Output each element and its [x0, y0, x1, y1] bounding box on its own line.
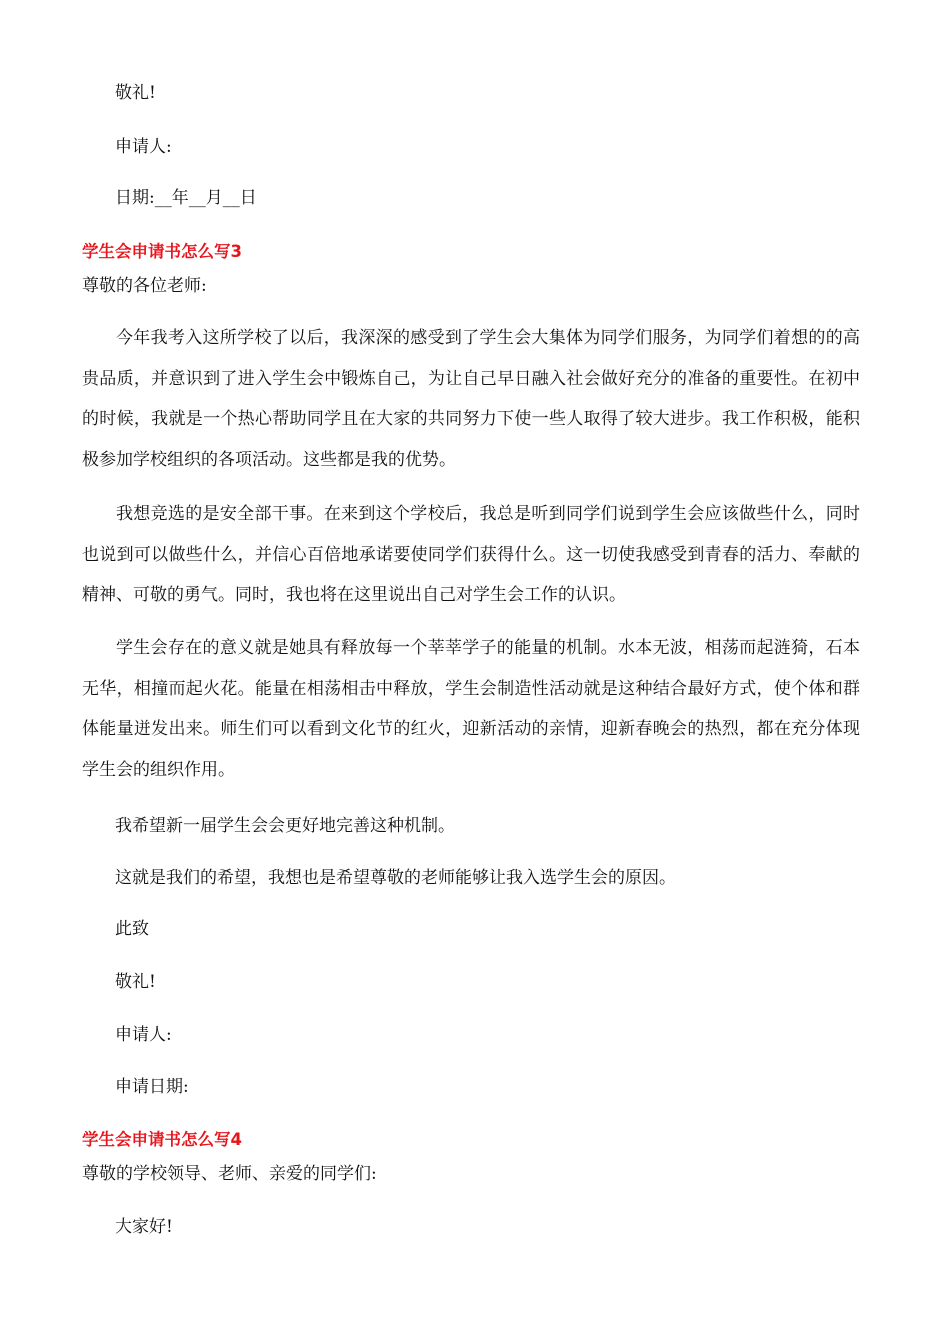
paragraph-3-2: 我想竞选的是安全部干事。在来到这个学校后，我总是听到同学们说到学生会应该做些什么，同时也说到可以做些什么，并信心百倍地承诺要使同学们获得什么。这一切使我感受到青春的活力、奉献的精神、可敬的勇气。同时，我也将在这里说出自己对学生会工作的认识。 [82, 504, 860, 605]
hello-4: 大家好! [115, 1217, 173, 1237]
closing-salute: 敬礼! [115, 83, 156, 103]
section-heading-3: 学生会申请书怎么写3 [82, 242, 242, 261]
closing-to: 此致 [115, 919, 149, 939]
closing-date: 日期:__年__月__日 [115, 188, 257, 208]
greeting-3: 尊敬的各位老师: [82, 276, 207, 296]
greeting-4: 尊敬的学校领导、老师、亲爱的同学们: [82, 1164, 377, 1184]
paragraph-3-1: 今年我考入这所学校了以后，我深深的感受到了学生会大集体为同学们服务，为同学们着想的的高贵品质，并意识到了进入学生会中锻炼自己，为让自己早日融入社会做好充分的准备的重要性。在初中的时候，我就是一个热心帮助同学且在大家的共同努力下使一些人取得了较大进步。我工作积极，能积极参加学校组织的各项活动。这些都是我的优势。 [82, 328, 860, 470]
line-hope: 我希望新一届学生会会更好地完善这种机制。 [115, 816, 455, 836]
paragraph-3-3: 学生会存在的意义就是她具有释放每一个莘莘学子的能量的机制。水本无波，相荡而起涟猗，石本无华，相撞而起火花。能量在相荡相击中释放，学生会制造性活动就是这种结合最好方式，使个体和群体能量迸发出来。师生们可以看到文化节的红火，迎新活动的亲情，迎新春晚会的热烈，都在充分体现学生会的组织作用。 [82, 638, 860, 780]
closing-salute-3: 敬礼! [115, 972, 156, 992]
line-reason: 这就是我们的希望，我想也是希望尊敬的老师能够让我入选学生会的原因。 [115, 868, 676, 888]
closing-apply-date-3: 申请日期: [115, 1077, 189, 1097]
closing-applicant: 申请人: [115, 137, 172, 157]
closing-applicant-3: 申请人: [115, 1025, 172, 1045]
section-heading-4: 学生会申请书怎么写4 [82, 1130, 242, 1149]
